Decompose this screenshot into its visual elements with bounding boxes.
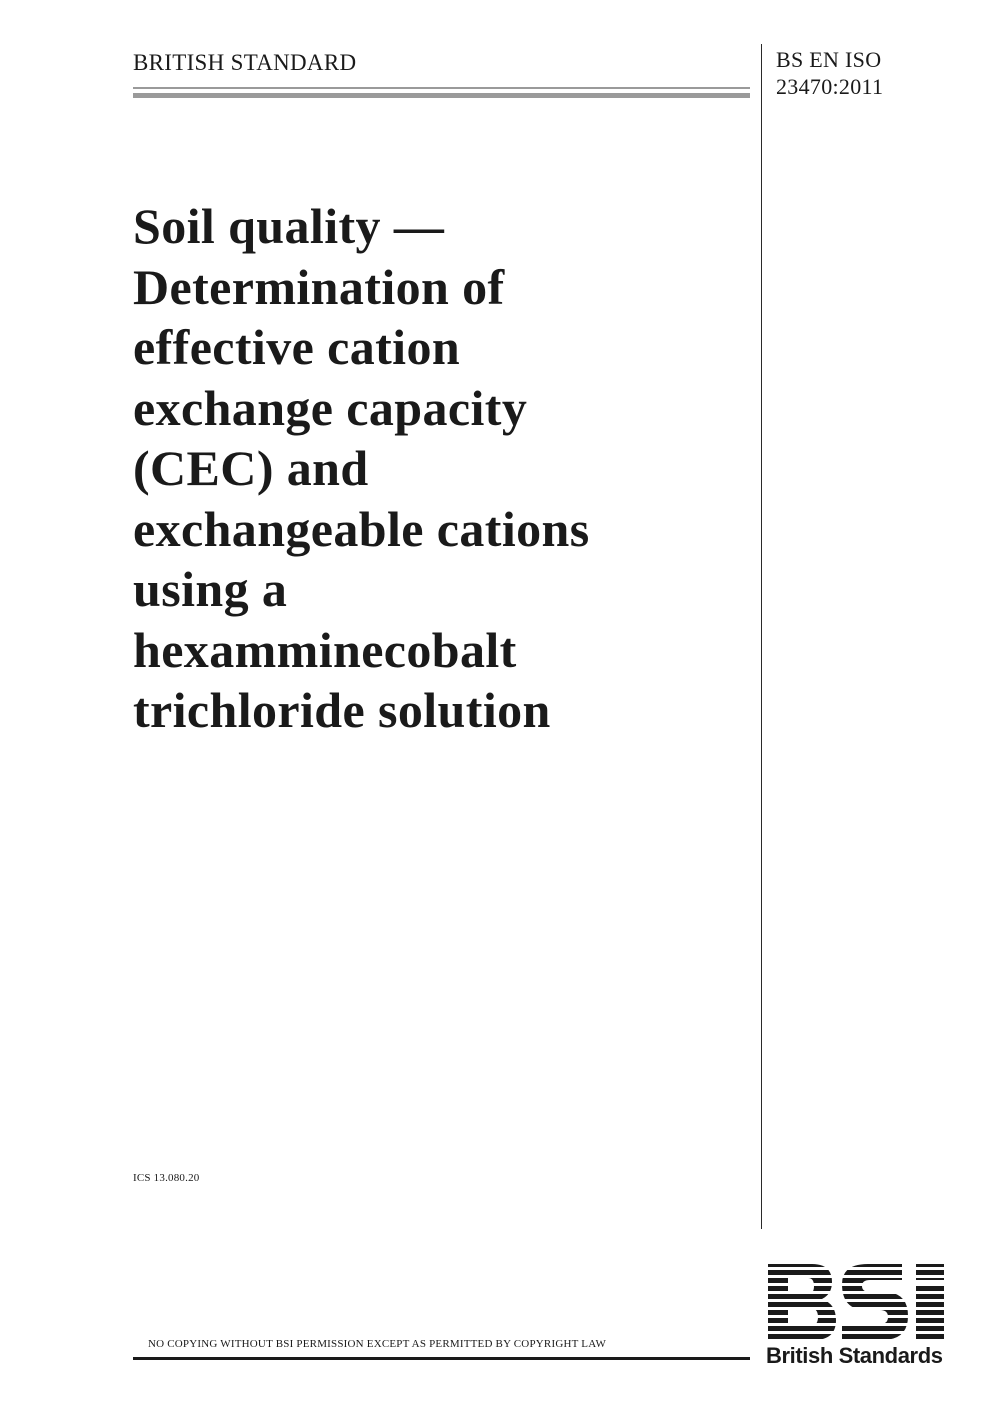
header-rule-thin — [133, 87, 750, 89]
column-divider — [761, 44, 762, 1229]
bsi-brand-text: British Standards — [766, 1343, 943, 1368]
title-line: effective cation — [133, 319, 461, 375]
title-line: hexamminecobalt — [133, 621, 517, 678]
standard-number-line1: BS EN ISO — [776, 47, 882, 72]
title-line: trichloride solution — [133, 682, 551, 738]
copyright-notice: NO COPYING WITHOUT BSI PERMISSION EXCEPT AS PERMITTED BY COPYRIGHT LAW — [148, 1338, 607, 1350]
header-label: BRITISH STANDARD — [133, 50, 357, 75]
bsi-logo-icon — [766, 1262, 946, 1342]
standard-number-line2: 23470:2011 — [776, 74, 884, 99]
header-rule-thick — [133, 93, 750, 98]
document-title — [133, 196, 753, 741]
title-line: exchangeable cations — [133, 500, 590, 557]
footer-rule — [133, 1357, 750, 1360]
ics-code: ICS 13.080.20 — [133, 1172, 200, 1184]
title-line: exchange capacity — [133, 379, 528, 436]
standard-number — [776, 46, 883, 100]
title-line: using a — [133, 561, 288, 617]
title-line: Soil quality — — [133, 198, 445, 254]
title-line: (CEC) and — [133, 440, 369, 496]
title-line: Determination of — [133, 258, 505, 315]
